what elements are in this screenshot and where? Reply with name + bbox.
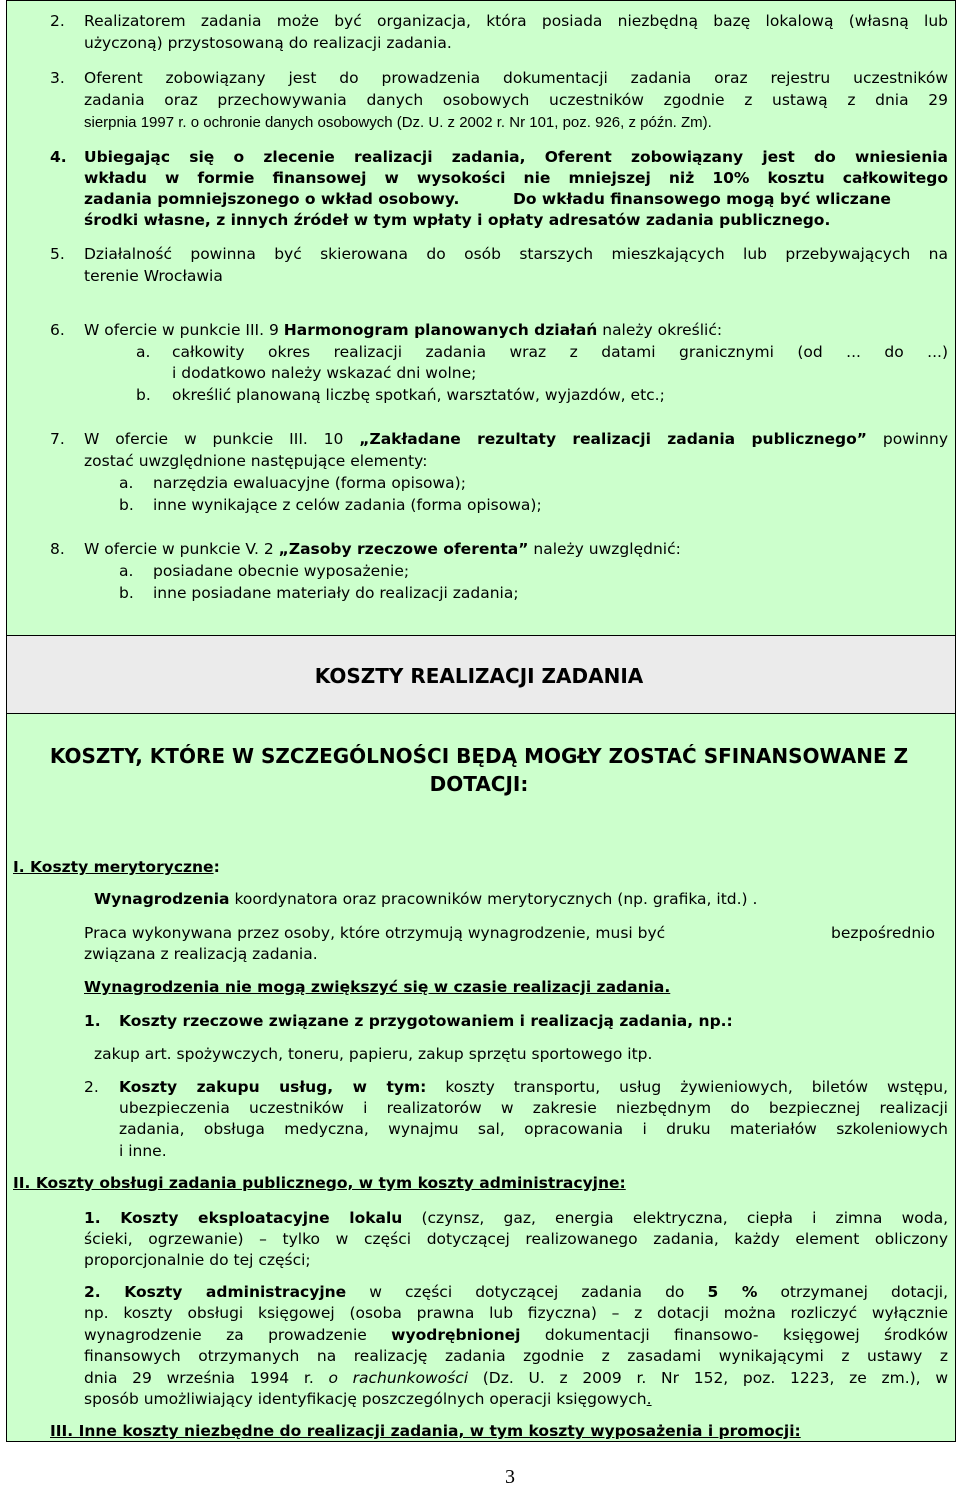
admin-costs-text: (Dz. U. z 2009 r. Nr 152, poz. 1223, ze zm.), w <box>468 1369 948 1387</box>
item-5-line: Działalność powinna być skierowana do osób starszych mieszkających lub przebywających na <box>84 245 948 263</box>
item-7-line <box>84 429 948 450</box>
operating-costs-rest: (czynsz, gaz, energia elektryczna, ciepła i zimna woda, <box>402 1209 948 1227</box>
services-line: ubezpieczenia uczestników i realizatorów w zakresie niezbędnym do bezpiecznej realizacji <box>119 1099 948 1117</box>
admin-costs-line <box>84 1368 948 1389</box>
item-letter: b. <box>119 584 134 602</box>
material-costs-title: Koszty rzeczowe związane z przygotowaniem i realizacją zadania, np.: <box>119 1012 733 1030</box>
section-1-title-text: I. Koszty merytoryczne <box>13 858 214 876</box>
item-number: 3. <box>50 69 65 87</box>
item-letter: a. <box>119 562 134 580</box>
admin-costs-dot: . <box>646 1390 652 1408</box>
material-costs-text: zakup art. spożywczych, toneru, papieru, zakup sprzętu sportowego itp. <box>94 1045 653 1063</box>
item-6-bold: Harmonogram planowanych działań <box>283 321 598 339</box>
item-6-line <box>84 320 722 341</box>
wages-line <box>94 889 757 910</box>
costs-heading: KOSZTY REALIZACJI ZADANIA <box>314 664 644 688</box>
admin-costs-italic: o rachunkowości <box>328 1369 469 1387</box>
item-number: 1. <box>84 1012 101 1030</box>
item-2-line: Realizatorem zadania może być organizacja, która posiada niezbędną bazę lokalową (własną lub <box>84 12 948 30</box>
item-6-post: należy określić: <box>597 321 723 339</box>
item-letter: b. <box>136 386 151 404</box>
admin-costs-bold: 2. Koszty administracyjne <box>84 1283 347 1301</box>
services-rest: koszty transportu, usług żywieniowych, biletów wstępu, <box>426 1078 949 1096</box>
page-number: 3 <box>505 1466 515 1488</box>
section-3-title: III. Inne koszty niezbędne do realizacji zadania, w tym koszty wyposażenia i promocji: <box>50 1422 801 1440</box>
admin-costs-text: dokumentacji finansowo- księgowej środków <box>520 1326 949 1344</box>
services-line: zadania, obsługa medyczna, wynajmu sal, opracowania i druku materiałów szkoleniowych <box>119 1120 948 1138</box>
item-4-line: środki własne, z innych źródeł w tym wpłaty i opłaty adresatów zadania publicznego. <box>84 211 831 229</box>
item-8b-line: inne posiadane materiały do realizacji zadania; <box>153 584 519 602</box>
item-4-line: Do wkładu finansowego mogą być wliczane <box>513 190 891 208</box>
item-number: 8. <box>50 540 65 558</box>
item-8a-line: posiadane obecnie wyposażenie; <box>153 562 410 580</box>
admin-costs-line: np. koszty obsługi księgowej (osoba prawna lub fizyczna) – z dotacji można rozliczyć wyłącznie <box>84 1304 948 1322</box>
item-4-line: zadania pomniejszonego o wkład osobowy. <box>84 190 460 208</box>
section-2-title: II. Koszty obsługi zadania publicznego, w tym koszty administracyjne: <box>13 1174 626 1192</box>
services-bold: Koszty zakupu usług, w tym: <box>119 1078 427 1096</box>
item-number: 6. <box>50 321 65 339</box>
section-1-title <box>13 857 220 878</box>
admin-costs-text: dnia 29 września 1994 r. <box>84 1369 329 1387</box>
admin-costs-bold: wyodrębnionej <box>391 1326 521 1344</box>
item-8-post: należy uwzględnić: <box>528 540 681 558</box>
item-letter: a. <box>136 343 151 361</box>
item-5-line: terenie Wrocławia <box>84 267 223 285</box>
item-6b-line: określić planowaną liczbę spotkań, warsztatów, wyjazdów, etc.; <box>172 386 665 404</box>
work-line: związana z realizacją zadania. <box>84 945 318 963</box>
costs-subheading: DOTACJI: <box>429 772 529 796</box>
admin-costs-percent: 5 % <box>707 1283 758 1301</box>
costs-subheading: KOSZTY, KTÓRE W SZCZEGÓLNOŚCI BĘDĄ MOGŁY ZOSTAĆ SFINANSOWANE Z <box>49 744 909 768</box>
item-letter: b. <box>119 496 134 514</box>
item-number: 2. <box>84 1078 99 1096</box>
admin-costs-text: otrzymanej dotacji, <box>757 1283 948 1301</box>
work-line: Praca wykonywana przez osoby, które otrzymują wynagrodzenie, musi być <box>84 924 666 942</box>
item-number: 4. <box>50 148 67 166</box>
admin-costs-text: sposób umożliwiający identyfikację poszczególnych operacji księgowych <box>84 1390 647 1408</box>
services-line: i inne. <box>119 1142 167 1160</box>
admin-costs-line <box>84 1282 948 1303</box>
item-7-bold: „Zakładane rezultaty realizacji zadania publicznego” <box>359 430 867 448</box>
operating-costs-line <box>84 1208 948 1229</box>
item-8-line <box>84 539 681 560</box>
wages-bold: Wynagrodzenia <box>94 890 230 908</box>
item-3-line: Oferent zobowiązany jest do prowadzenia dokumentacji zadania oraz rejestru uczestników <box>84 69 948 87</box>
item-7-pre: W ofercie w punkcie III. 10 <box>84 430 360 448</box>
item-6-pre: W ofercie w punkcie III. 9 <box>84 321 284 339</box>
item-8-pre: W ofercie w punkcie V. 2 <box>84 540 279 558</box>
item-7a-line: narzędzia ewaluacyjne (forma opisowa); <box>153 474 466 492</box>
item-number: 5. <box>50 245 65 263</box>
section-1-colon: : <box>213 858 220 876</box>
item-4-line: Ubiegając się o zlecenie realizacji zadania, Oferent zobowiązany jest do wniesienia <box>84 148 948 166</box>
admin-costs-text: wynagrodzenie za prowadzenie <box>84 1326 392 1344</box>
item-7-line: zostać uwzględnione następujące elementy: <box>84 452 428 470</box>
item-number: 2. <box>50 12 65 30</box>
admin-costs-text: w części dotyczącej zadania do <box>346 1283 708 1301</box>
wages-warning: Wynagrodzenia nie mogą zwiększyć się w czasie realizacji zadania. <box>84 978 671 996</box>
item-3-line: sierpnia 1997 r. o ochronie danych osobowych (Dz. U. z 2002 r. Nr 101, poz. 926, z późn. Zm). <box>84 114 712 131</box>
admin-costs-line <box>84 1389 652 1410</box>
item-number: 7. <box>50 430 65 448</box>
item-2-line: użyczoną) przystosowaną do realizacji zadania. <box>84 34 452 52</box>
item-4-line: wkładu w formie finansowej w wysokości nie mniejszej niż 10% kosztu całkowitego <box>84 169 948 187</box>
services-line <box>119 1077 948 1098</box>
work-line: bezpośrednio <box>831 924 935 942</box>
admin-costs-line: finansowych otrzymanych na realizację zadania zgodnie z zasadami wynikającymi z ustawy z <box>84 1347 948 1365</box>
operating-costs-bold: 1. Koszty eksploatacyjne lokalu <box>84 1209 403 1227</box>
wages-rest: koordynatora oraz pracowników merytorycznych (np. grafika, itd.) . <box>229 890 758 908</box>
operating-costs-line: proporcjonalnie do tej części; <box>84 1251 311 1269</box>
item-6a-line: całkowity okres realizacji zadania wraz z datami granicznymi (od ... do ...) <box>172 343 948 361</box>
item-3-line: zadania oraz przechowywania danych osobowych uczestników zgodnie z ustawą z dnia 29 <box>84 91 948 109</box>
item-7-post: powinny <box>867 430 948 448</box>
item-7b-line: inne wynikające z celów zadania (forma opisowa); <box>153 496 542 514</box>
item-6a-line: i dodatkowo należy wskazać dni wolne; <box>172 364 477 382</box>
item-letter: a. <box>119 474 134 492</box>
admin-costs-line <box>84 1325 948 1346</box>
operating-costs-line: ścieki, ogrzewanie) – tylko w części dotyczącej realizowanego zadania, każdy element obliczony <box>84 1230 948 1248</box>
item-8-bold: „Zasoby rzeczowe oferenta” <box>278 540 529 558</box>
